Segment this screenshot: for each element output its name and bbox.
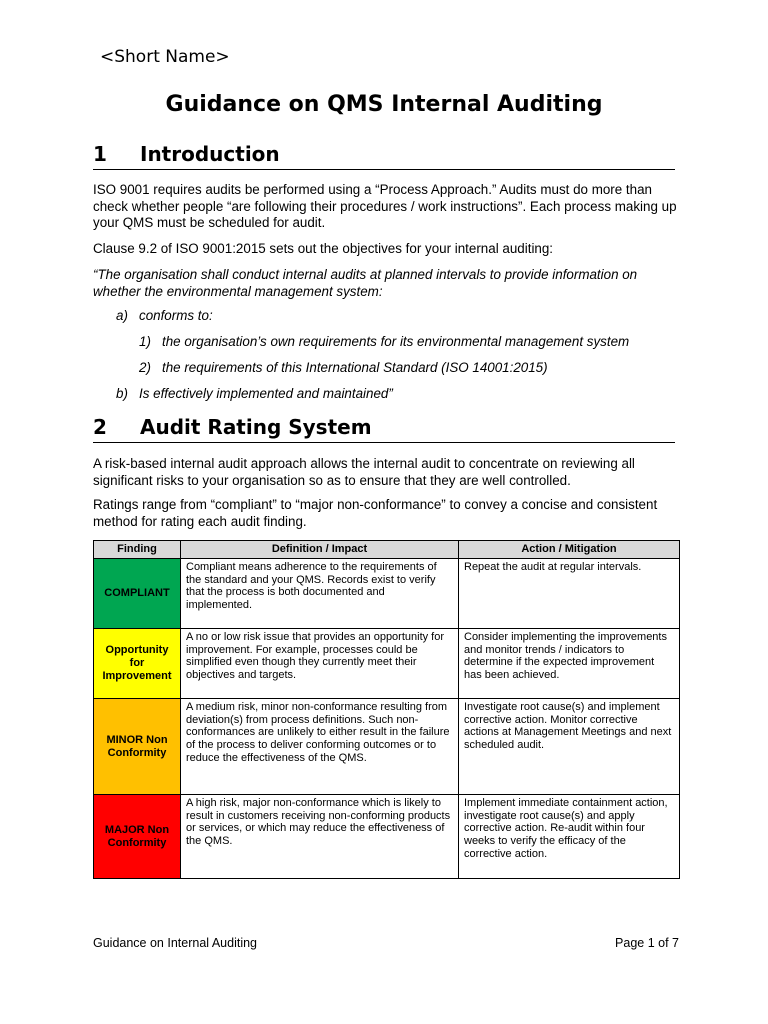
clause-paragraph: Clause 9.2 of ISO 9001:2015 sets out the objectives for your internal auditing: (93, 241, 554, 256)
list-item (139, 334, 629, 351)
list-text: the organisation’s own requirements for its environmental management system (162, 334, 630, 349)
table-row (94, 629, 680, 699)
list-text: conforms to: (139, 308, 213, 323)
intro-paragraph: ISO 9001 requires audits be performed using a “Process Approach.” Audits must do more than check whether people “are following their procedures / work instructions”. Each process making up your QMS must be scheduled for audit. (93, 182, 677, 230)
finding-cell-major: MAJOR Non Conformity (94, 795, 181, 879)
list-item (116, 308, 213, 325)
quote-paragraph: “The organisation shall conduct internal audits at planned intervals to provide information on whether the environmental management system: (93, 267, 638, 299)
list-marker: b) (116, 386, 128, 401)
table-row (94, 699, 680, 795)
list-marker: a) (116, 308, 128, 323)
risk-paragraph: A risk-based internal audit approach allows the internal audit to concentrate on reviewing all significant risks to your organisation so as to ensure that they are well controlled. (93, 456, 635, 488)
list-text: Is effectively implemented and maintained” (139, 386, 393, 401)
section-heading-audit-rating (93, 415, 675, 443)
list-item (116, 386, 393, 403)
finding-cell-minor: MINOR Non Conformity (94, 699, 181, 795)
list-marker: 2) (139, 360, 151, 375)
header-definition: Definition / Impact (181, 541, 459, 559)
section-title: Introduction (140, 142, 280, 166)
definition-cell: A no or low risk issue that provides an opportunity for improvement. For example, processes could be simplified even though they currently meet their objectives and targets. (181, 629, 459, 699)
definition-cell: A medium risk, minor non-conformance resulting from deviation(s) from process definitions. Such non-conformances are unlikely to either result in the failure of the process to deliver conforming outcomes or to reduce the effectiveness of the QMS. (181, 699, 459, 795)
list-item (139, 360, 548, 377)
table-row (94, 795, 680, 879)
finding-cell-compliant: COMPLIANT (94, 559, 181, 629)
list-text: the requirements of this International Standard (ISO 14001:2015) (162, 360, 548, 375)
table-header-row (94, 541, 680, 559)
section-heading-introduction (93, 142, 675, 170)
ratings-paragraph: Ratings range from “compliant” to “major non-conformance” to convey a concise and consistent method for rating each audit finding. (93, 497, 658, 529)
action-cell: Repeat the audit at regular intervals. (459, 559, 680, 629)
definition-cell: A high risk, major non-conformance which is likely to result in customers receiving non-conforming products or services, or which may reduce the effectiveness of the QMS. (181, 795, 459, 879)
section-number: 2 (93, 415, 107, 439)
table-row (94, 559, 680, 629)
short-name-placeholder: <Short Name> (100, 47, 230, 67)
section-number: 1 (93, 142, 107, 166)
footer-title: Guidance on Internal Auditing (93, 936, 258, 950)
document-title: Guidance on QMS Internal Auditing (165, 92, 603, 117)
audit-rating-table (93, 540, 680, 879)
header-action: Action / Mitigation (459, 541, 680, 559)
action-cell: Investigate root cause(s) and implement corrective action. Monitor corrective actions at Management Meetings and next scheduled audit. (459, 699, 680, 795)
section-title: Audit Rating System (140, 415, 372, 439)
finding-cell-opportunity: Opportunity for Improvement (94, 629, 181, 699)
page-number: Page 1 of 7 (615, 936, 679, 950)
action-cell: Implement immediate containment action, investigate root cause(s) and apply corrective action. Re-audit within four weeks to verify the efficacy of the corrective action. (459, 795, 680, 879)
header-finding: Finding (94, 541, 181, 559)
definition-cell: Compliant means adherence to the requirements of the standard and your QMS. Records exist to verify that the process is both documented and implemented. (181, 559, 459, 629)
list-marker: 1) (139, 334, 151, 349)
action-cell: Consider implementing the improvements and monitor trends / indicators to determine if the expected improvement has been achieved. (459, 629, 680, 699)
